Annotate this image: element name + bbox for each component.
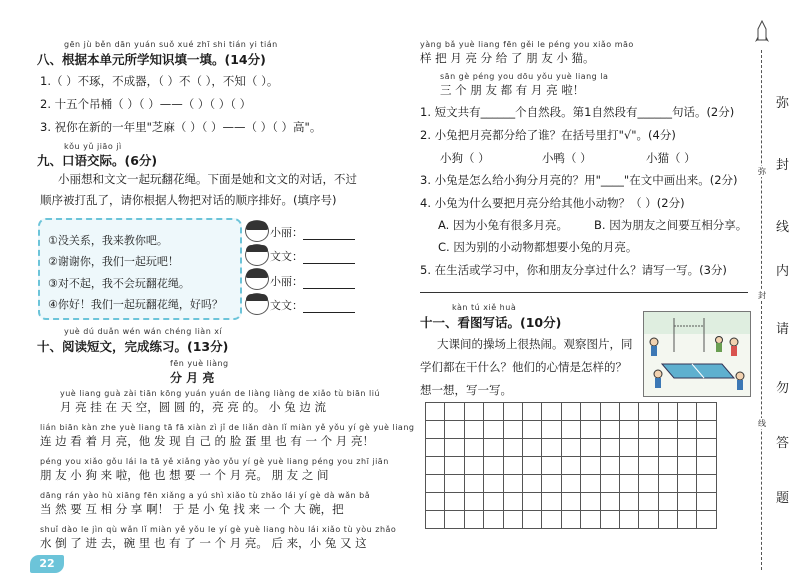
grid-cell[interactable]: [639, 439, 658, 457]
answer-blank-3[interactable]: [303, 278, 355, 289]
grid-cell[interactable]: [426, 457, 445, 475]
s8-pinyin: gēn jù běn dān yuán suǒ xué zhī shi tián yi tián: [64, 40, 278, 49]
s10-pinyin: yuè dú duǎn wén wán chéng liàn xí: [64, 327, 223, 336]
r-q4-option-c[interactable]: C. 因为别的小动物都想要小兔的月亮。: [438, 240, 638, 254]
grid-cell[interactable]: [484, 475, 503, 493]
grid-cell[interactable]: [484, 457, 503, 475]
grid-cell[interactable]: [581, 493, 600, 511]
grid-cell[interactable]: [678, 457, 697, 475]
grid-cell[interactable]: [697, 475, 716, 493]
grid-cell[interactable]: [581, 421, 600, 439]
grid-cell[interactable]: [503, 457, 522, 475]
grid-cell[interactable]: [445, 421, 464, 439]
grid-cell[interactable]: [581, 403, 600, 421]
grid-cell[interactable]: [581, 475, 600, 493]
grid-cell[interactable]: [484, 511, 503, 529]
side-char-8: 题: [776, 491, 790, 506]
grid-cell[interactable]: [658, 403, 677, 421]
side-char-7: 答: [776, 436, 790, 451]
answer-blank-4[interactable]: [303, 302, 355, 313]
grid-cell[interactable]: [503, 511, 522, 529]
r-q1: 1. 短文共有______个自然段。第1自然段有______句话。(2分): [420, 105, 735, 119]
grid-cell[interactable]: [426, 511, 445, 529]
story-line-3: 朋 友 小 狗 来 啦，他 也 想 要 一 个 月 亮。 朋 友 之 间: [40, 468, 329, 482]
playground-picture: [643, 311, 751, 397]
grid-cell[interactable]: [581, 457, 600, 475]
grid-row: [426, 511, 717, 529]
side-char-3: 线: [776, 220, 790, 235]
grid-cell[interactable]: [503, 403, 522, 421]
role-3: [270, 273, 355, 289]
story-title-pinyin: fēn yuè liàng: [170, 359, 229, 368]
grid-cell[interactable]: [445, 457, 464, 475]
grid-cell[interactable]: [464, 475, 483, 493]
grid-cell[interactable]: [619, 439, 638, 457]
grid-cell[interactable]: [678, 421, 697, 439]
boy-avatar-icon: [245, 244, 269, 266]
grid-cell[interactable]: [619, 421, 638, 439]
dialog-option-4: ④你好！我们一起玩翻花绳，好吗？: [48, 298, 223, 311]
grid-cell[interactable]: [697, 511, 716, 529]
story-line-5-pinyin: shuǐ dào le jìn qù wǎn lǐ miàn yě yǒu le yí gè yuè liang hòu lái xiǎo tù yòu zhǎo: [40, 525, 397, 534]
grid-cell[interactable]: [542, 475, 561, 493]
grid-cell[interactable]: [561, 511, 580, 529]
side-char-6: 勿: [776, 381, 790, 396]
grid-cell[interactable]: [426, 439, 445, 457]
grid-cell[interactable]: [639, 421, 658, 439]
grid-row: [426, 439, 717, 457]
grid-cell[interactable]: [561, 421, 580, 439]
grid-cell[interactable]: [464, 511, 483, 529]
seal-line: [761, 50, 762, 570]
grid-cell[interactable]: [639, 511, 658, 529]
grid-cell[interactable]: [522, 457, 541, 475]
grid-cell[interactable]: [522, 511, 541, 529]
writing-grid[interactable]: [425, 402, 717, 529]
grid-cell[interactable]: [522, 421, 541, 439]
grid-cell[interactable]: [600, 493, 619, 511]
role-4: [270, 297, 355, 313]
grid-cell[interactable]: [445, 439, 464, 457]
right-top-line-1: 样 把 月 亮 分 给 了 朋 友 小 猫。: [420, 51, 595, 65]
grid-cell[interactable]: [484, 439, 503, 457]
r-q5: 5. 在生活或学习中，你和朋友分享过什么？请写一写。(3分): [420, 263, 727, 277]
right-top-pinyin-1: yàng bǎ yuè liang fēn gěi le péng you xiǎo māo: [420, 40, 634, 49]
grid-cell[interactable]: [561, 403, 580, 421]
story-line-5: 水 倒 了 进 去，碗 里 也 有 了 一 个 月 亮。 后 来，小 兔 又 这: [40, 536, 367, 550]
role-4-label: 文文：: [270, 299, 303, 312]
s11-para-2: 学们都在干什么？他们的心情是怎样的？: [420, 360, 627, 374]
grid-cell[interactable]: [542, 457, 561, 475]
side-small-2: 封: [758, 291, 766, 300]
story-line-2: 连 边 看 着 月 亮，他 发 现 自 己 的 脸 蛋 里 也 有 一 个 月 亮！: [40, 434, 374, 448]
grid-cell[interactable]: [542, 403, 561, 421]
side-char-4: 内: [776, 264, 790, 279]
grid-cell[interactable]: [464, 457, 483, 475]
r-q2-opt-cat[interactable]: 小猫（ ）: [646, 151, 696, 165]
story-line-1-pinyin: yuè liang guà zài tiān kōng yuán yuán de liàng liàng de xiǎo tù biān liú: [60, 389, 381, 398]
grid-cell[interactable]: [658, 475, 677, 493]
grid-cell[interactable]: [522, 493, 541, 511]
grid-cell[interactable]: [484, 493, 503, 511]
grid-cell[interactable]: [600, 421, 619, 439]
dialog-option-3: ③对不起，我不会玩翻花绳。: [48, 277, 190, 290]
r-q2: 2. 小兔把月亮都分给了谁？在括号里打"√"。(4分): [420, 128, 676, 142]
grid-cell[interactable]: [503, 493, 522, 511]
s9-para2: 顺序被打乱了，请你根据人物把对话的顺序排好。(填序号): [40, 193, 337, 207]
s8-q2: 2. 十五个吊桶（ ）（ ）——（ ）（ ）（ ）: [40, 97, 252, 111]
grid-cell[interactable]: [522, 439, 541, 457]
grid-row: [426, 493, 717, 511]
grid-cell[interactable]: [678, 511, 697, 529]
grid-cell[interactable]: [600, 511, 619, 529]
grid-cell[interactable]: [619, 403, 638, 421]
s10-title: 十、阅读短文，完成练习。(13分): [37, 339, 229, 354]
dialog-option-1: ①没关系，我来教你吧。: [48, 234, 168, 247]
grid-cell[interactable]: [600, 439, 619, 457]
grid-cell[interactable]: [445, 511, 464, 529]
story-line-4-pinyin: dāng rán yào hù xiāng fēn xiǎng a yú shì xiǎo tù zhǎo lái yí gè dà wǎn bǎ: [40, 491, 371, 500]
grid-cell[interactable]: [522, 403, 541, 421]
grid-cell[interactable]: [658, 439, 677, 457]
grid-cell[interactable]: [503, 421, 522, 439]
grid-cell[interactable]: [561, 493, 580, 511]
side-small-1: 弥: [758, 167, 766, 176]
grid-cell[interactable]: [581, 439, 600, 457]
grid-cell[interactable]: [542, 421, 561, 439]
grid-cell[interactable]: [484, 421, 503, 439]
grid-cell[interactable]: [697, 403, 716, 421]
role-3-label: 小丽：: [270, 275, 303, 288]
dialog-option-2: ②谢谢你，我们一起玩吧！: [48, 255, 179, 268]
story-line-3-pinyin: péng you xiǎo gǒu lái la tā yě xiǎng yào yǒu yí gè yuè liang péng you zhī jiān: [40, 457, 389, 466]
grid-cell[interactable]: [561, 457, 580, 475]
story-line-4: 当 然 要 互 相 分 享 啊！ 于 是 小 兔 找 来 一 个 大 碗，把: [40, 502, 344, 516]
grid-cell[interactable]: [426, 403, 445, 421]
side-char-1: 弥: [776, 96, 790, 111]
answer-blank-1[interactable]: [303, 229, 355, 240]
s11-title: 十一、看图写话。(10分): [420, 315, 562, 330]
s9-title: 九、口语交际。(6分): [37, 153, 158, 168]
grid-cell[interactable]: [522, 475, 541, 493]
r-q2-opt-dog[interactable]: 小狗（ ）: [440, 151, 490, 165]
grid-cell[interactable]: [484, 403, 503, 421]
girl-avatar-icon: [245, 268, 269, 290]
grid-cell[interactable]: [542, 493, 561, 511]
s11-para-3: 想一想，写一写。: [420, 383, 512, 397]
grid-cell[interactable]: [600, 475, 619, 493]
s9-pinyin: kǒu yǔ jiāo jì: [64, 142, 122, 151]
r-q3: 3. 小兔是怎么给小狗分月亮的？用"____"在文中画出来。(2分): [420, 173, 738, 187]
role-1-label: 小丽：: [270, 226, 303, 239]
grid-cell[interactable]: [678, 403, 697, 421]
grid-cell[interactable]: [678, 475, 697, 493]
grid-cell[interactable]: [619, 475, 638, 493]
grid-cell[interactable]: [426, 493, 445, 511]
grid-cell[interactable]: [542, 439, 561, 457]
grid-cell[interactable]: [639, 403, 658, 421]
grid-row: [426, 475, 717, 493]
s8-q1: 1.（ ）不琢，不成器，（ ）不（ ），不知（ ）。: [40, 74, 279, 88]
grid-cell[interactable]: [639, 457, 658, 475]
side-char-2: 封: [776, 158, 790, 173]
grid-cell[interactable]: [464, 421, 483, 439]
grid-cell[interactable]: [658, 493, 677, 511]
grid-cell[interactable]: [658, 457, 677, 475]
page-number: 22: [30, 555, 64, 573]
role-2: [270, 248, 355, 264]
grid-cell[interactable]: [464, 439, 483, 457]
dialog-options-box: [38, 218, 242, 320]
grid-cell[interactable]: [445, 403, 464, 421]
grid-cell[interactable]: [503, 439, 522, 457]
grid-cell[interactable]: [697, 493, 716, 511]
grid-cell[interactable]: [600, 403, 619, 421]
grid-cell[interactable]: [639, 493, 658, 511]
role-1: [270, 224, 355, 240]
grid-cell[interactable]: [600, 457, 619, 475]
grid-row: [426, 457, 717, 475]
r-q4-option-b[interactable]: B. 因为朋友之间要互相分享。: [594, 218, 748, 232]
s11-pinyin: kàn tú xiě huà: [452, 303, 517, 312]
grid-cell[interactable]: [697, 457, 716, 475]
side-char-5: 请: [776, 322, 790, 337]
story-line-1: 月 亮 挂 在 天 空，圆 圆 的，亮 亮 的。 小 兔 边 流: [60, 400, 327, 414]
grid-cell[interactable]: [561, 439, 580, 457]
answer-line[interactable]: [420, 292, 748, 293]
r-q4-option-a[interactable]: A. 因为小兔有很多月亮。: [438, 218, 568, 232]
grid-cell[interactable]: [697, 439, 716, 457]
grid-cell[interactable]: [426, 421, 445, 439]
playground-illustration-icon: [644, 312, 750, 396]
right-top-line-2: 三 个 朋 友 都 有 月 亮 啦！: [440, 83, 585, 97]
grid-cell[interactable]: [658, 511, 677, 529]
s8-title: 八、根据本单元所学知识填一填。(14分): [37, 52, 266, 67]
grid-cell[interactable]: [658, 421, 677, 439]
grid-cell[interactable]: [503, 475, 522, 493]
grid-cell[interactable]: [445, 475, 464, 493]
grid-cell[interactable]: [464, 403, 483, 421]
grid-cell[interactable]: [464, 493, 483, 511]
grid-row: [426, 421, 717, 439]
story-title: 分 月 亮: [170, 371, 215, 385]
grid-cell[interactable]: [639, 475, 658, 493]
role-2-label: 文文：: [270, 250, 303, 263]
grid-cell[interactable]: [445, 493, 464, 511]
grid-cell[interactable]: [426, 475, 445, 493]
answer-blank-2[interactable]: [303, 253, 355, 264]
grid-cell[interactable]: [619, 457, 638, 475]
grid-cell[interactable]: [619, 511, 638, 529]
rocket-icon: [755, 20, 769, 48]
grid-row: [426, 403, 717, 421]
grid-cell[interactable]: [581, 511, 600, 529]
grid-cell[interactable]: [619, 493, 638, 511]
right-top-pinyin-2: sān gè péng you dōu yǒu yuè liang la: [440, 72, 609, 81]
s9-para1: 小丽想和文文一起玩翻花绳。下面是她和文文的对话，不过: [58, 172, 357, 186]
story-line-2-pinyin: lián biān kàn zhe yuè liang tā fā xiàn zì jǐ de liǎn dàn lǐ miàn yě yǒu yí gè yuè liang: [40, 423, 415, 432]
r-q4: 4. 小兔为什么要把月亮分给其他小动物？（ ）(2分): [420, 196, 685, 210]
grid-cell[interactable]: [697, 421, 716, 439]
side-small-3: 线: [758, 419, 766, 428]
grid-cell[interactable]: [561, 475, 580, 493]
girl-avatar-icon: [245, 220, 269, 242]
grid-cell[interactable]: [542, 511, 561, 529]
r-q2-opt-duck[interactable]: 小鸭（ ）: [542, 151, 592, 165]
grid-cell[interactable]: [678, 439, 697, 457]
boy-avatar-icon: [245, 293, 269, 315]
s8-q3: 3. 祝你在新的一年里"芝麻（ ）（ ）——（ ）（ ）高"。: [40, 120, 322, 134]
grid-cell[interactable]: [678, 493, 697, 511]
s11-para-1: 大课间的操场上很热闹。观察图片，同: [437, 337, 633, 351]
